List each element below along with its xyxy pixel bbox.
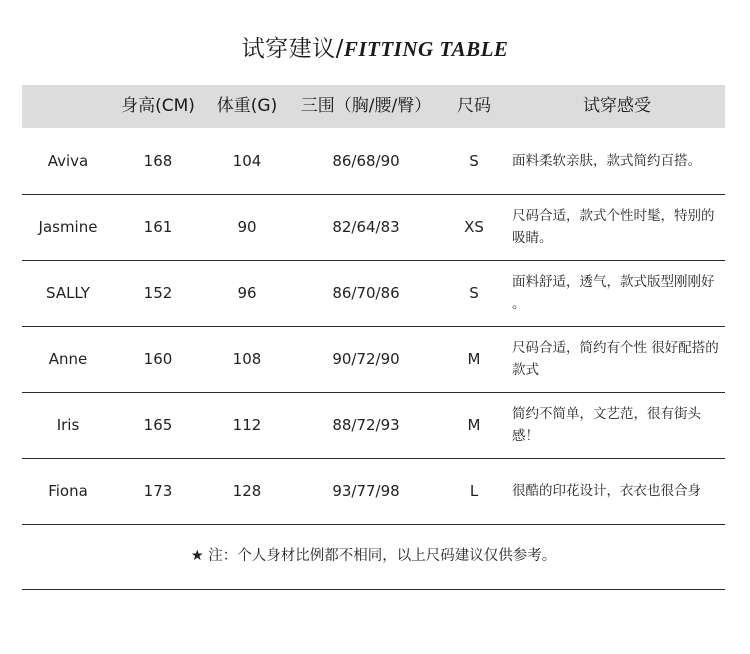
model-height: 160	[143, 350, 173, 368]
model-weight: 112	[232, 416, 262, 434]
model-feel	[512, 458, 722, 524]
header-weight: 体重(G)	[216, 96, 278, 116]
page-title	[0, 30, 750, 63]
model-weight: 108	[232, 350, 262, 368]
header-size: 尺码	[457, 96, 491, 116]
model-feel	[512, 260, 722, 326]
page-title-en: FITTING TABLE	[343, 37, 509, 61]
model-feel	[512, 392, 722, 458]
header-height: 身高(CM)	[121, 96, 195, 116]
model-measurements: 86/68/90	[332, 152, 400, 170]
model-name: Anne	[48, 350, 88, 368]
table-row	[22, 458, 725, 525]
model-measurements: 82/64/83	[332, 218, 400, 236]
model-size: M	[467, 416, 481, 434]
model-name: SALLY	[46, 284, 90, 302]
model-name: Jasmine	[38, 218, 98, 236]
model-name: Fiona	[48, 482, 88, 500]
model-weight: 104	[232, 152, 262, 170]
table-row	[22, 128, 725, 195]
model-size: S	[469, 284, 479, 302]
model-height: 173	[143, 482, 173, 500]
header-measurements: 三围（胸/腰/臀）	[300, 96, 432, 116]
model-feel	[512, 326, 722, 392]
footnote: ★ 注：个人身材比例都不相同，以上尺码建议仅供参考。	[22, 523, 725, 590]
model-measurements: 86/70/86	[332, 284, 400, 302]
model-feel	[512, 128, 722, 194]
model-name: Aviva	[47, 152, 89, 170]
model-feel-text: 尺码合适，款式个性时髦，特别的吸睛。	[512, 208, 715, 246]
model-size: M	[467, 350, 481, 368]
model-feel-text: 面料舒适，透气，款式版型刚刚好 。	[512, 274, 715, 312]
model-size: L	[469, 482, 479, 500]
model-measurements: 90/72/90	[332, 350, 400, 368]
model-feel-text: 尺码合适，简约有个性 很好配搭的款式	[512, 340, 719, 378]
model-weight: 96	[237, 284, 257, 302]
model-height: 161	[143, 218, 173, 236]
table-row	[22, 194, 725, 261]
model-height: 165	[143, 416, 173, 434]
model-height: 152	[143, 284, 173, 302]
header-feel: 试穿感受	[583, 96, 651, 116]
model-feel-text: 很酷的印花设计，衣衣也很合身	[512, 483, 701, 499]
table-row	[22, 260, 725, 327]
model-measurements: 88/72/93	[332, 416, 400, 434]
table-row	[22, 392, 725, 459]
table-row	[22, 326, 725, 393]
model-feel	[512, 194, 722, 260]
model-weight: 128	[232, 482, 262, 500]
model-feel-text: 面料柔软亲肤，款式简约百搭。	[512, 153, 701, 169]
page-title-cn: 试穿建议/	[241, 36, 344, 62]
model-measurements: 93/77/98	[332, 482, 400, 500]
model-weight: 90	[237, 218, 257, 236]
model-name: Iris	[56, 416, 80, 434]
model-size: XS	[464, 218, 484, 236]
model-feel-text: 简约不简单，文艺范，很有街头感！	[512, 406, 701, 444]
table-header	[22, 85, 725, 128]
model-height: 168	[143, 152, 173, 170]
model-size: S	[469, 152, 479, 170]
